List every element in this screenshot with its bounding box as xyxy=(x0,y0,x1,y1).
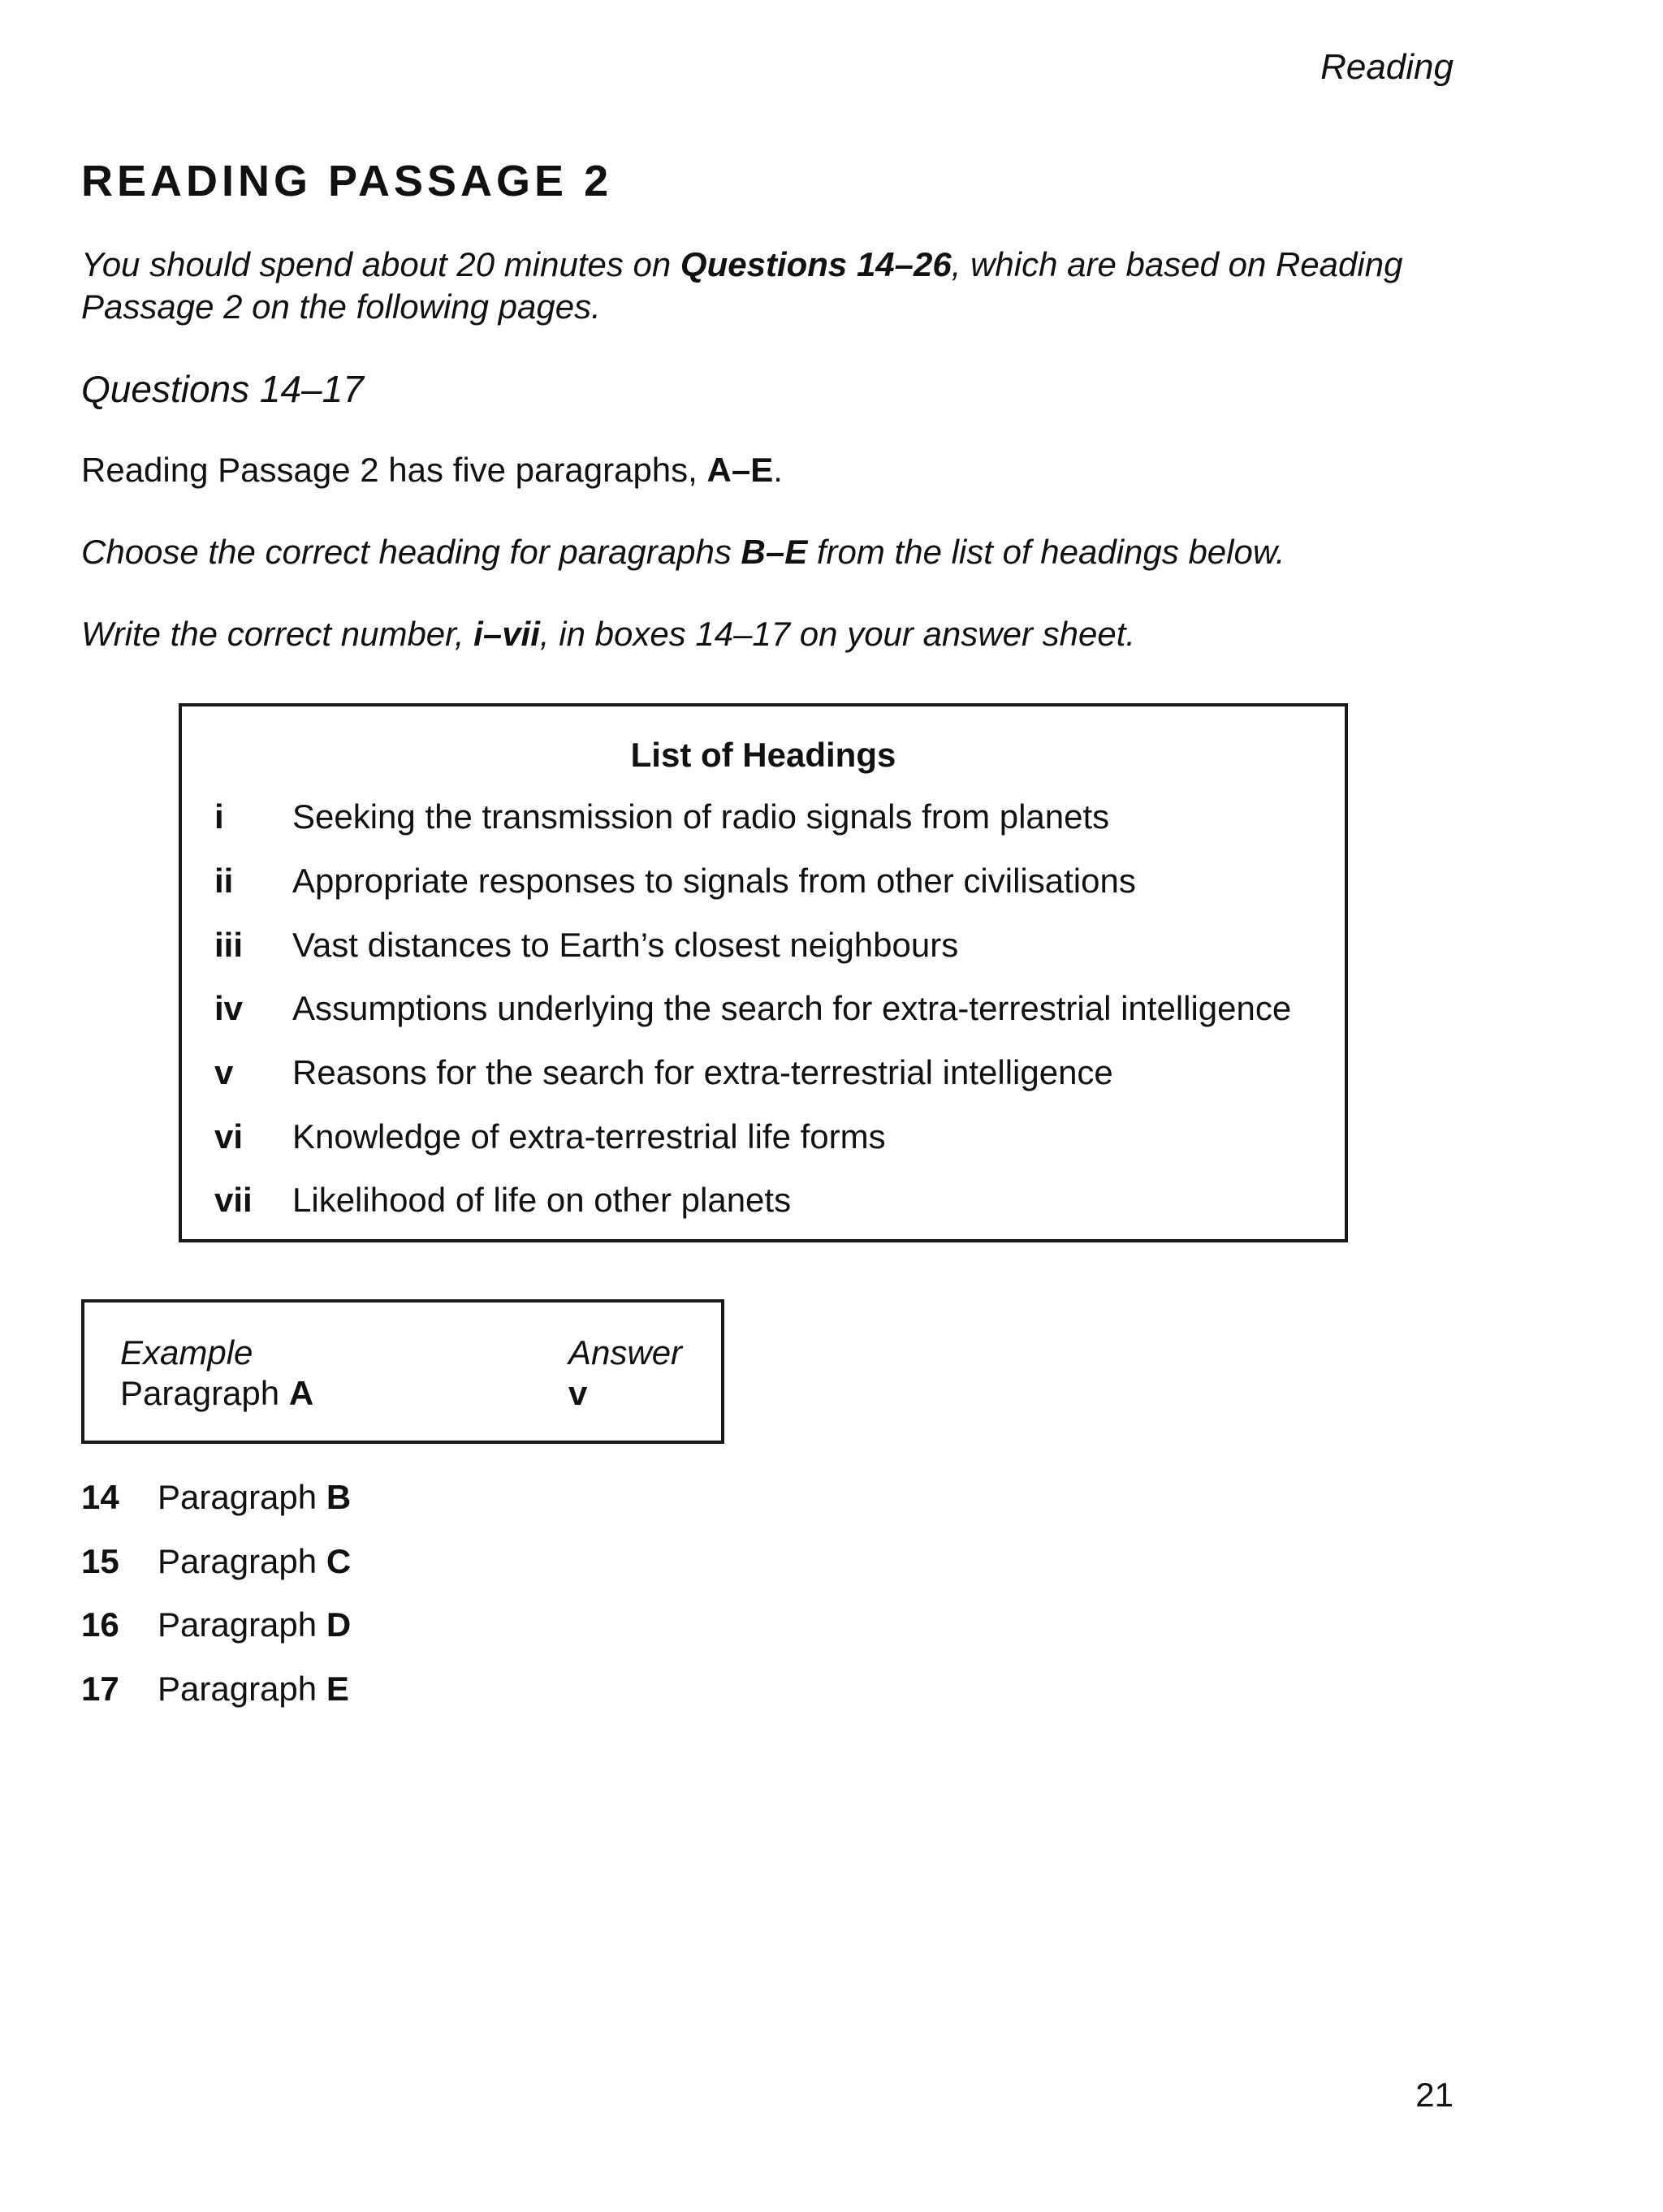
instruction-2-post: from the list of headings below. xyxy=(807,533,1285,571)
question-range-heading: Questions 14–17 xyxy=(81,368,364,410)
question-letter: B xyxy=(326,1478,352,1516)
heading-number: vi xyxy=(214,1117,244,1156)
question-label xyxy=(158,1478,351,1517)
question-word: Paragraph xyxy=(158,1542,326,1580)
question-label xyxy=(158,1670,349,1709)
question-letter: D xyxy=(326,1605,352,1644)
example-paragraph-letter: A xyxy=(288,1374,314,1412)
heading-text: Reasons for the search for extra-terrestrial intelligence xyxy=(292,1053,1113,1091)
instruction-2-bold: B–E xyxy=(741,533,808,571)
example-answer-value: v xyxy=(568,1374,588,1412)
instruction-paragraphs xyxy=(81,451,783,490)
instruction-choose-heading xyxy=(81,533,1285,572)
intro-post: , which are based on Reading Passage 2 on the following pages. xyxy=(81,245,1403,326)
question-number: 17 xyxy=(81,1670,119,1708)
question-number: 16 xyxy=(81,1605,119,1644)
question-letter: E xyxy=(326,1670,349,1708)
question-item xyxy=(81,1605,568,1654)
instruction-2-pre: Choose the correct heading for paragraphs xyxy=(81,533,741,571)
question-item xyxy=(81,1478,568,1527)
instruction-write-number xyxy=(81,615,1135,654)
list-of-headings-box xyxy=(179,703,1348,1242)
heading-text: Assumptions underlying the search for extra-terrestrial intelligence xyxy=(292,989,1292,1027)
heading-text: Appropriate responses to signals from other civilisations xyxy=(292,862,1136,900)
example-paragraph-word: Paragraph xyxy=(120,1374,289,1412)
example-answer-label: Answer xyxy=(568,1333,683,1372)
heading-number: vii xyxy=(214,1181,253,1219)
question-label xyxy=(158,1542,351,1581)
instruction-1-bold: A–E xyxy=(706,451,774,489)
instruction-3-post: , in boxes 14–17 on your answer sheet. xyxy=(539,615,1136,653)
headings-title: List of Headings xyxy=(630,736,896,774)
heading-number: iv xyxy=(214,989,244,1027)
question-item xyxy=(81,1670,568,1718)
section-label: Reading xyxy=(1320,47,1454,87)
heading-number: ii xyxy=(214,862,234,900)
heading-text: Likelihood of life on other planets xyxy=(292,1181,792,1219)
question-letter: C xyxy=(326,1542,352,1580)
instruction-3-pre: Write the correct number, xyxy=(81,615,474,653)
intro-text xyxy=(81,244,1462,328)
page-title: READING PASSAGE 2 xyxy=(81,157,613,205)
page-number: 21 xyxy=(1415,2076,1454,2114)
question-item xyxy=(81,1542,568,1591)
heading-number: v xyxy=(214,1053,234,1091)
instruction-1-end: . xyxy=(773,451,783,489)
intro-pre: You should spend about 20 minutes on xyxy=(81,245,680,283)
heading-number: iii xyxy=(214,926,244,964)
question-word: Paragraph xyxy=(158,1478,326,1516)
heading-text: Vast distances to Earth’s closest neighbours xyxy=(292,926,959,964)
instruction-1-text: Reading Passage 2 has five paragraphs, xyxy=(81,451,707,489)
example-label: Example xyxy=(120,1333,253,1372)
intro-questions-range: Questions 14–26 xyxy=(680,245,952,283)
example-box xyxy=(81,1299,724,1444)
question-number: 15 xyxy=(81,1542,119,1580)
heading-number: i xyxy=(214,797,224,836)
heading-text: Seeking the transmission of radio signals from planets xyxy=(292,797,1110,836)
example-paragraph xyxy=(120,1374,313,1413)
heading-text: Knowledge of extra-terrestrial life forms xyxy=(292,1117,886,1156)
question-word: Paragraph xyxy=(158,1605,326,1644)
instruction-3-bold: i–vii xyxy=(473,615,540,653)
question-label xyxy=(158,1605,351,1644)
question-word: Paragraph xyxy=(158,1670,326,1708)
question-number: 14 xyxy=(81,1478,119,1516)
